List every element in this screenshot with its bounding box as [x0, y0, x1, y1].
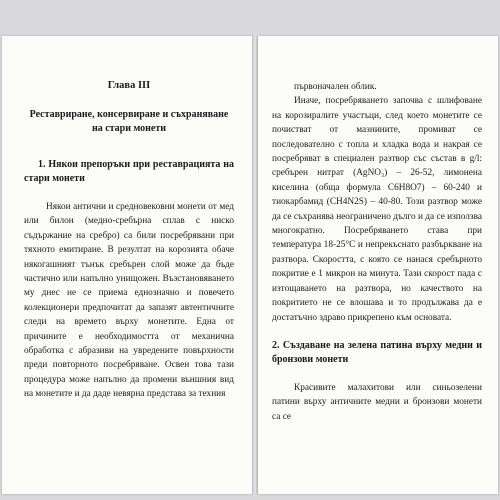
right-page [258, 36, 498, 494]
continuation-text: първоначален облик. [294, 82, 377, 92]
left-page [2, 36, 252, 494]
section-spacer [272, 325, 482, 337]
body-paragraph: Иначе, посребряването започва с шлифоване на корозиралите участъци, след което монетите се почистват от мазнините, промиват се последователно с топла и хладка вода и накрая се посребряват в специален разтвор със състав в g/l: сребърен нитрат (AgNO₃) – 26-52, лимонена киселина (обща формула C6H8O7) – 60-240 и тиокарбамид (CH4N2S) – 40-80. Този разтвор може да се съхранява неограничено дълго и да се използва многократно. Посребряването става при температура 18-25°С и непрекъснато разбъркване на разтвора. Скоростта, с която се нанася сребърното покритие е 1 микрон на минута. Тази скорост пада с изтощаването на разтвора, но качеството на покритието не се влошава и то продължава да е достатъчно здраво прикрепено към основата. [272, 96, 482, 323]
chapter-title: Реставриране, консервиране и съхраняване на стари монети [29, 109, 229, 134]
body-paragraph: Някои антични и средновековни монети от мед или билон (медно-сребърна сплав с ниско съдържание на сребро) са били посребрявани при тяхното емитиране. В резултат на корозията обаче някогашният тънък сребърен слой може да бъде частично или напълно унищожен. Възстановяването му днес не се приема еднозначно и повечето колекционери предпочитат да запазят автентичните следи на времето върху монетите. Една от причините е необходимостта от механична обработка с абразиви на увредените повърхности преди повторното посребряване. Освен това тази процедура може напълно да промени външния вид на монетите и да даде невярна представа за техния [24, 202, 234, 400]
section-title-1: 1. Някои препоръки при реставрацията на стари монети [24, 159, 234, 184]
body-paragraph-2: Красивите малахитови или синьозелени патини върху античните медни и бронзови монети са се [272, 382, 482, 422]
section-title-2: 2. Създаване на зелена патина върху медни и бронзови монети [272, 339, 482, 365]
chapter-label: Глава III [107, 80, 151, 91]
